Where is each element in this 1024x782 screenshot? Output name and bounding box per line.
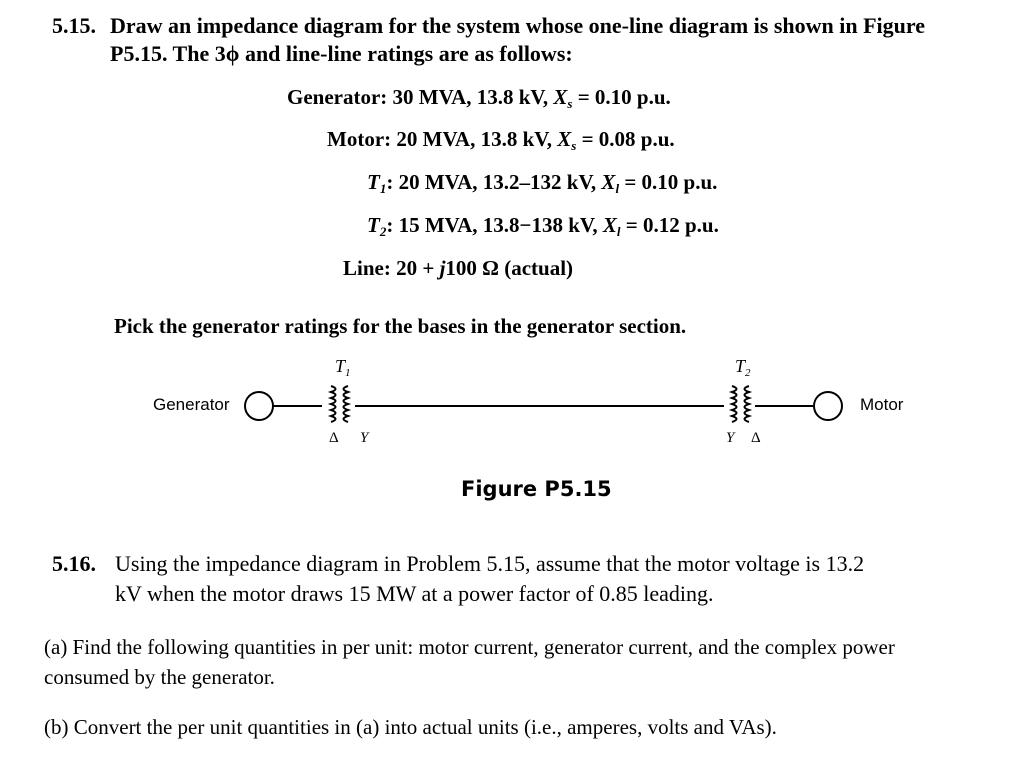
problem-516-text-line2: kV when the motor draws 15 MW at a power factor of 0.85 leading. <box>115 581 714 606</box>
t2-diagram-label <box>735 356 751 379</box>
problem-516-text-line1: Using the impedance diagram in Problem 5.15, assume that the motor voltage is 13.2 <box>115 551 865 576</box>
instruction-text: Pick the generator ratings for the bases in the generator section. <box>114 314 687 338</box>
t1-diagram-label <box>335 356 351 379</box>
rating-generator-values: 30 MVA, 13.8 kV, <box>392 85 549 109</box>
t2-diagram-label-letter: T <box>735 356 746 376</box>
rating-t2-colon: : <box>386 213 394 237</box>
rating-line-rest: 100 Ω (actual) <box>445 256 574 280</box>
rating-motor-label: Motor: <box>327 127 392 151</box>
t2-primary-coil <box>732 386 737 422</box>
part-a-line1: (a) Find the following quantities in per unit: motor current, generator current, and the complex power <box>44 635 895 659</box>
rating-t1-values: 20 MVA, 13.2–132 kV, <box>398 170 597 194</box>
rating-motor-values: 20 MVA, 13.8 kV, <box>396 127 552 151</box>
t1-right-connection: Y <box>360 430 369 446</box>
rating-t1-x: X <box>601 170 616 194</box>
t2-left-connection: Y <box>726 430 735 446</box>
motor-symbol <box>814 392 842 420</box>
rating-generator-label: Generator: <box>287 85 388 109</box>
t1-diagram-label-letter: T <box>335 356 346 376</box>
rating-t2-x-sub: l <box>616 224 621 239</box>
rating-line-j: j <box>439 256 446 280</box>
problem-515-text-line1: Draw an impedance diagram for the system whose one-line diagram is shown in Figure <box>110 13 926 38</box>
rating-t1-colon: : <box>386 170 394 194</box>
motor-label: Motor <box>860 395 904 414</box>
rating-t2-eq: = 0.12 p.u. <box>625 213 719 237</box>
rating-generator-x-sub: s <box>567 96 573 111</box>
rating-motor-x-sub: s <box>571 138 577 153</box>
t1-primary-coil <box>331 386 336 422</box>
t2-diagram-label-sub: 2 <box>745 367 751 379</box>
problem-515-text-line2: P5.15. The 3ϕ and line-line ratings are as follows: <box>110 41 573 66</box>
rating-t1-eq: = 0.10 p.u. <box>624 170 718 194</box>
rating-t2-label: T <box>367 213 380 237</box>
rating-t2-label-sub: 2 <box>379 224 387 239</box>
t2-right-connection: Δ <box>751 430 761 446</box>
t1-diagram-label-sub: 1 <box>345 367 351 379</box>
rating-motor-x: X <box>557 127 572 151</box>
rating-t1-label: T <box>367 170 380 194</box>
t2-secondary-coil <box>745 386 750 422</box>
rating-t2-x: X <box>602 213 617 237</box>
figure-caption: Figure P5.15 <box>461 477 612 501</box>
part-a-line2: consumed by the generator. <box>44 665 275 689</box>
problem-number-515: 5.15. <box>52 13 96 38</box>
rating-generator-eq: = 0.10 p.u. <box>577 85 671 109</box>
generator-label: Generator <box>153 395 230 414</box>
rating-t2-values: 15 MVA, 13.8−138 kV, <box>398 213 598 237</box>
generator-symbol <box>245 392 273 420</box>
t1-left-connection: Δ <box>329 430 339 446</box>
rating-motor-eq: = 0.08 p.u. <box>581 127 675 151</box>
part-b-line1: (b) Convert the per unit quantities in (a) into actual units (i.e., amperes, volts and VAs). <box>44 715 777 739</box>
rating-t1-x-sub: l <box>615 181 620 196</box>
t1-secondary-coil <box>344 386 349 422</box>
rating-line-values: 20 + <box>396 256 440 280</box>
problem-number-516: 5.16. <box>52 551 96 576</box>
rating-generator-x: X <box>553 85 568 109</box>
rating-line-label: Line: <box>343 256 391 280</box>
rating-t1-label-sub: 1 <box>379 181 387 196</box>
